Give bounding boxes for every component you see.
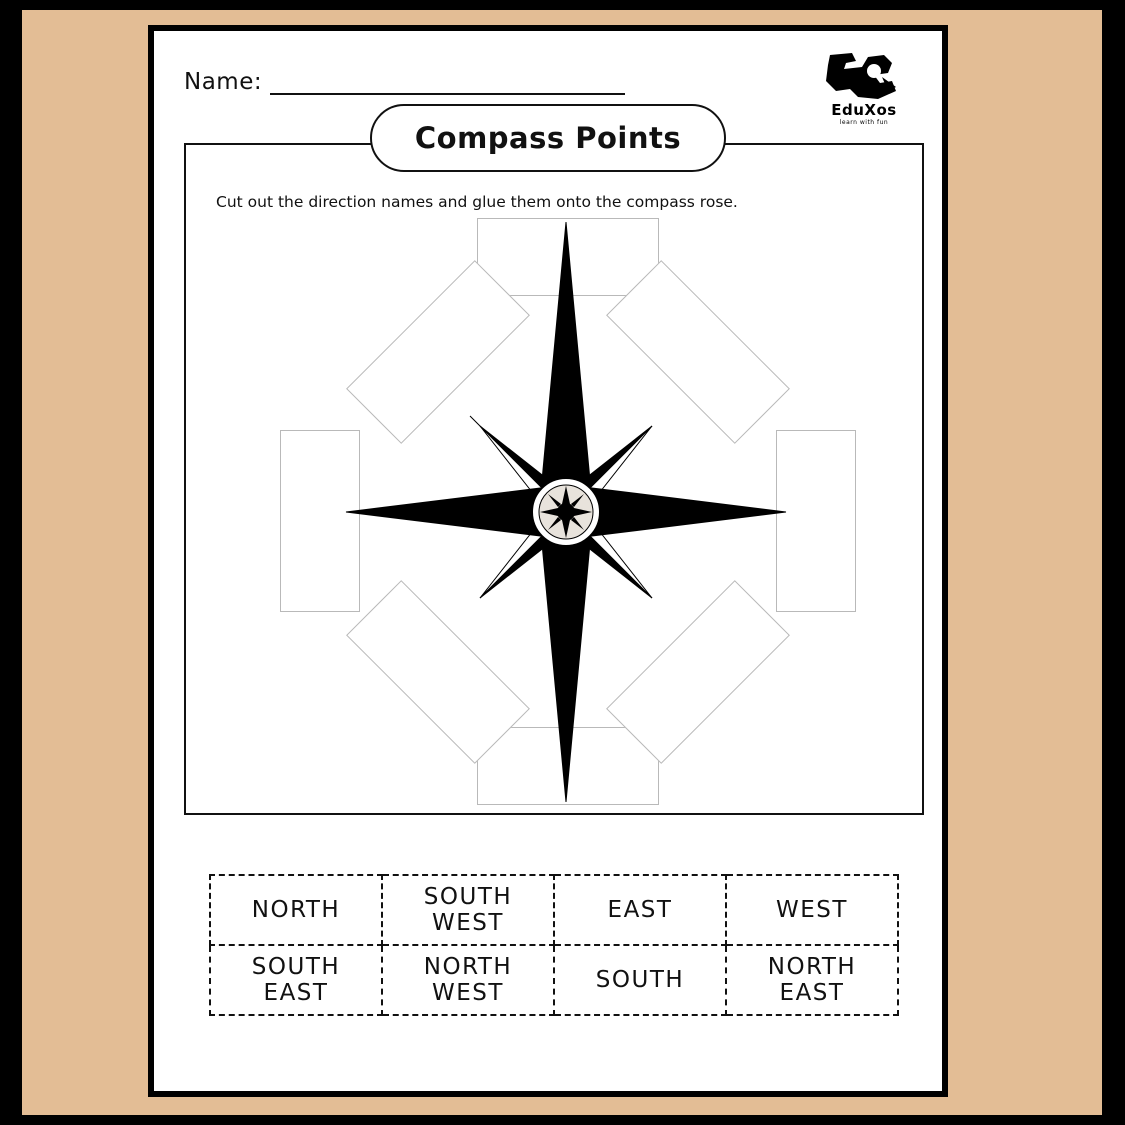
cutout-line: SOUTH [251, 953, 341, 980]
cutout-card-north-west[interactable] [382, 945, 554, 1015]
cutout-card-west[interactable] [726, 875, 898, 945]
cutout-card-east[interactable] [554, 875, 726, 945]
name-label: Name: [184, 69, 263, 95]
compass-rose-icon [341, 209, 791, 815]
cutout-line: WEST [776, 896, 848, 923]
cutout-card-north-east[interactable] [726, 945, 898, 1015]
table-row [210, 875, 898, 945]
cutout-table [209, 874, 899, 1016]
table-row [210, 945, 898, 1015]
logo [814, 51, 914, 131]
compass-area [184, 209, 924, 815]
cutout-line: EAST [607, 896, 673, 923]
cutout-line: NORTH [251, 896, 341, 923]
instruction-text: Cut out the direction names and glue them onto the compass rose. [216, 193, 738, 211]
worksheet-sheet [154, 31, 942, 1091]
cutout-line: NORTH [767, 953, 857, 980]
eduxos-glyph-icon [822, 51, 906, 103]
logo-tagline: learn with fun [839, 119, 889, 126]
name-input-line[interactable] [270, 71, 625, 95]
logo-name: EduXos [831, 101, 897, 119]
cutout-line: SOUTH [423, 883, 513, 910]
cutout-line: SOUTH [595, 966, 685, 993]
cutout-card-south[interactable] [554, 945, 726, 1015]
cutout-line: WEST [432, 910, 504, 936]
cutout-line: EAST [779, 980, 845, 1006]
name-field-row [184, 69, 625, 95]
cutout-line: EAST [263, 980, 329, 1006]
title-pill [370, 104, 726, 172]
cutout-line: WEST [432, 980, 504, 1006]
sheet-border [148, 25, 948, 1097]
cutout-line: NORTH [423, 953, 513, 980]
cutout-card-south-east[interactable] [210, 945, 382, 1015]
cutout-card-north[interactable] [210, 875, 382, 945]
cutout-card-south-west[interactable] [382, 875, 554, 945]
page-title: Compass Points [414, 121, 682, 155]
logo-mark-icon [822, 51, 906, 103]
